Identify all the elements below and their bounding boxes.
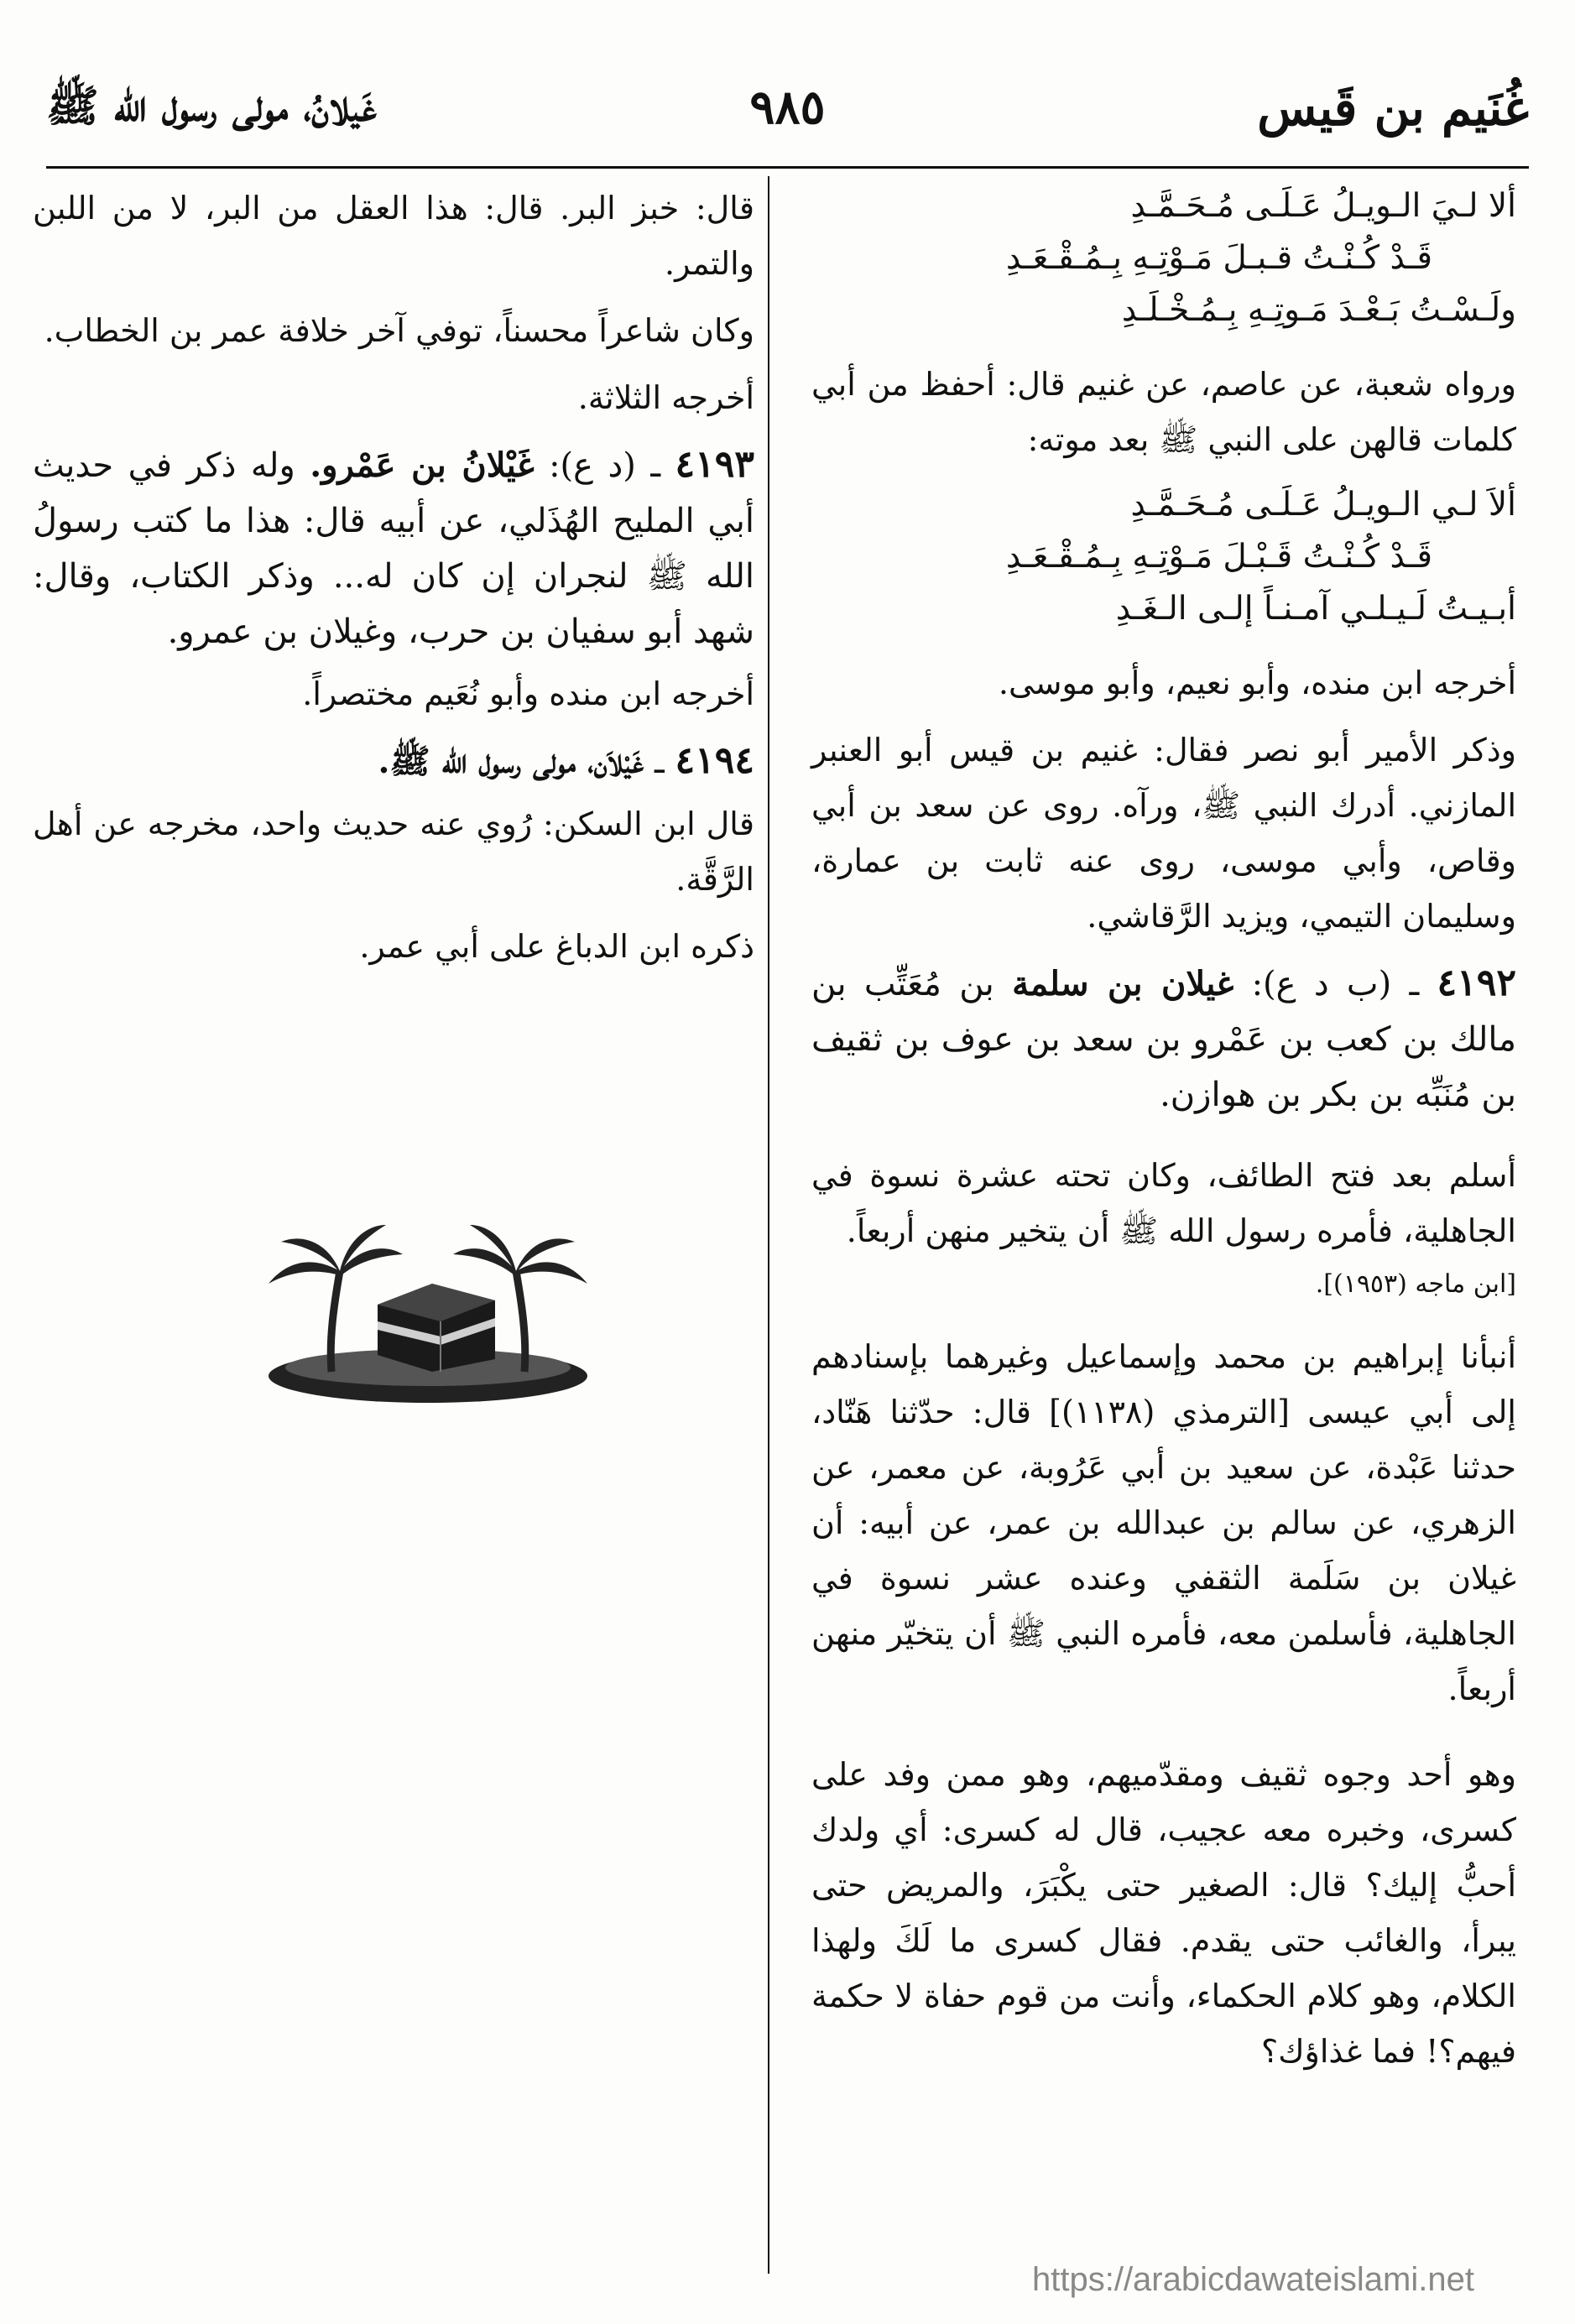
- paragraph: وذكر الأمير أبو نصر فقال: غنيم بن قيس أبو العنبر المازني. أدرك النبي ﷺ، ورآه. روى عن سعد بن أبي وقاص، وأبي موسى، روى عنه ثابت بن عمارة، وسليمان التيمي، ويزيد الرَّقاشي.: [811, 732, 1516, 935]
- entry-name: غيلان بن سلمة: [1012, 964, 1234, 1003]
- paragraph: قال ابن السكن: رُوي عنه حديث واحد، مخرجه عن أهل الرَّقَّة.: [33, 805, 754, 898]
- page-number: ٩٨٥: [749, 80, 826, 135]
- watermark: https://arabicdawateislami.net: [1032, 2261, 1474, 2298]
- poem-verse-1: [811, 180, 1516, 336]
- paragraph: وهو أحد وجوه ثقيف ومقدّميهم، وهو ممن وفد على كسرى، وخبره معه عجيب، قال له كسرى: أي ولدك أحبُّ إليك؟ قال: الصغير حتى يكْبَرَ، والمريض حتى يبرأ، والغائب حتى يقدم. فقال كسرى ما لَكَ ولهذا الكلام، وهو كلام الحكماء، وأنت من قوم حفاة لا حكمة فيهم؟! فما غذاؤك؟: [811, 1756, 1516, 2070]
- verse-line: ولَـسْـتُ بَـعْـدَ مَـوتِـهِ بِـمُـخْـلَـدِ: [1121, 291, 1516, 329]
- entry-number: ٤١٩٤: [675, 739, 754, 782]
- entry-text: وله ذكر في حديث أبي المليح الهُذَلي، عن أبيه قال: هذا ما كتب رسولُ الله ﷺ لنجران إن كان له... وذكر الكتاب، وقال: شهد أبو سفيان بن حرب، وغيلان بن عمرو.: [33, 446, 754, 651]
- right-column: [811, 180, 1516, 2091]
- verse-line: أبـيـتُ لَـيـلـي آمـنـاً إلـى الـغَـدِ: [1115, 590, 1516, 628]
- header-rule: [46, 166, 1529, 169]
- header-right-title: غُنَيم بن قَيس: [1257, 80, 1529, 137]
- entry-name: غَيْلاَن، مولى رسول الله ﷺ.: [378, 742, 644, 781]
- entry-4192: [811, 956, 1516, 1123]
- entry-number: ٤١٩٣: [675, 443, 755, 486]
- paragraph: أسلم بعد فتح الطائف، وكان تحته عشرة نسوة في الجاهلية، فأمره رسول الله ﷺ أن يتخير منهن أربعاً.: [811, 1157, 1516, 1249]
- column-divider: [768, 176, 769, 2274]
- paragraph: أخرجه ابن منده وأبو نُعَيم مختصراً.: [302, 675, 754, 712]
- paragraph: ذكره ابن الدباغ على أبي عمر.: [359, 928, 754, 965]
- verse-line: قَـدْ كُـنْـتُ قـبـلَ مَـوْتِـهِ بِـمُـقْـعَـدِ: [1005, 239, 1432, 277]
- poem-verse-2: [811, 479, 1516, 635]
- entry-text: بن مُعَتِّب بن مالك بن كعب بن عَمْرو بن سعد بن عوف بن ثقيف بن مُنَبِّه بن بكر بن هوازن.: [811, 965, 1516, 1114]
- verse-line: ألاَ لـي الـويـلُ عَـلَـى مُـحَـمَّـدِ: [1130, 486, 1516, 524]
- entry-number: ٤١٩٢: [1437, 961, 1517, 1004]
- paragraph: وكان شاعراً محسناً، توفي آخر خلافة عمر بن الخطاب.: [44, 312, 754, 349]
- left-column: [33, 180, 754, 986]
- entry-sigla: ـ (ب د ع):: [1251, 965, 1420, 1003]
- entry-name: غَيْلانُ بن عَمْرو.: [310, 446, 535, 485]
- header-left-title: غَيلانُ، مولى رسول الله ﷺ: [46, 81, 377, 132]
- entry-4194: [33, 733, 754, 789]
- entry-sigla: ـ (د ع):: [549, 446, 661, 485]
- reference: [ابن ماجه (١٩٥٣)].: [1315, 1269, 1516, 1299]
- verse-line: قَـدْ كُـنْـتُ قَـبْـلَ مَـوْتِـهِ بِـمُـقْـعَـدِ: [1005, 538, 1432, 576]
- paragraph: قال: خبز البر. قال: هذا العقل من البر، لا من اللبن والتمر.: [33, 190, 754, 282]
- verse-line: ألا لـيَ الـويـلُ عَـلَـى مُـحَـمَّـدِ: [1130, 187, 1516, 225]
- paragraph: أخرجه الثلاثة.: [577, 379, 754, 416]
- paragraph: أخرجه ابن منده، وأبو نعيم، وأبو موسى.: [998, 664, 1516, 701]
- page-header: [46, 80, 1529, 155]
- kaaba-palm-ornament-icon: [252, 1204, 604, 1405]
- paragraph: ورواه شعبة، عن عاصم، عن غنيم قال: أحفظ من أبي كلمات قالهن على النبي ﷺ بعد موته:: [811, 366, 1516, 458]
- paragraph: أنبأنا إبراهيم بن محمد وإسماعيل وغيرهما بإسنادهم إلى أبي عيسى [الترمذي (١١٣٨)] قال: حدّثنا هَنّاد، حدثنا عَبْدة، عن سعيد بن أبي عَرُوبة، عن معمر، عن الزهري، عن سالم بن عبدالله بن عمر، عن أبيه: أن غيلان بن سَلَمة الثقفي وعنده عشر نسوة في الجاهلية، فأسلمن معه، فأمره النبي ﷺ أن يتخيّر منهن أربعاً.: [811, 1338, 1516, 1707]
- entry-sigla: ـ: [655, 743, 665, 781]
- entry-4193: [33, 437, 754, 659]
